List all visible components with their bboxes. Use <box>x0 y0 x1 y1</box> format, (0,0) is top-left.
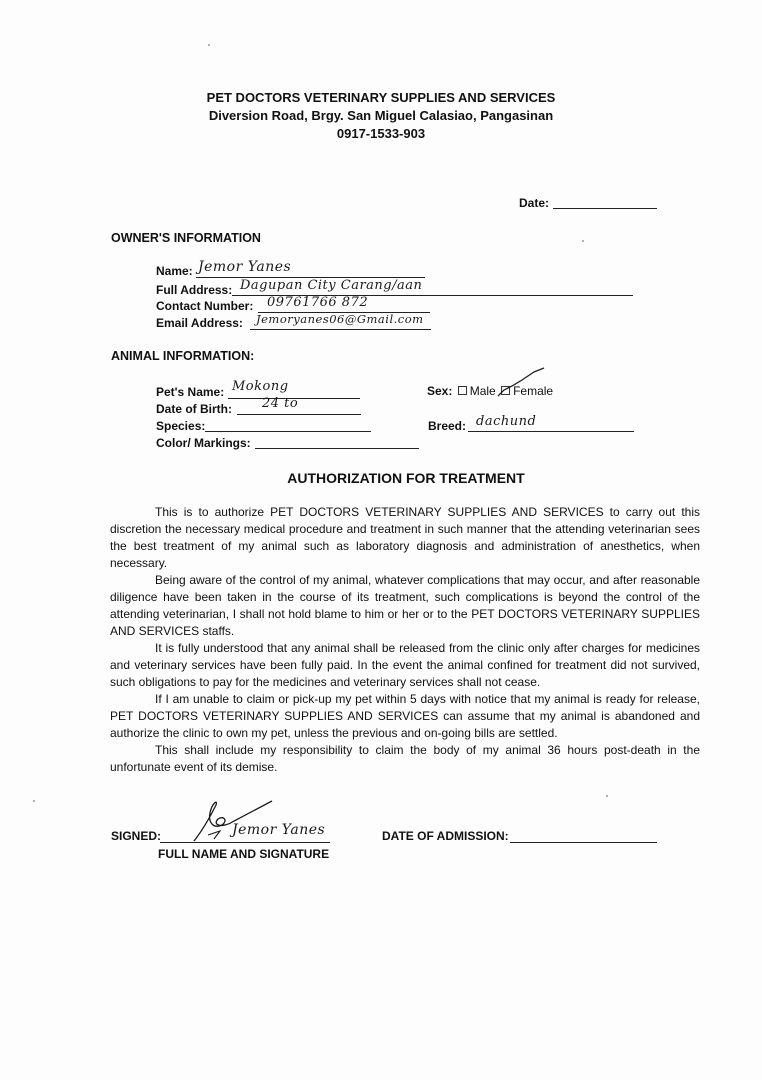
authorization-paragraph: This is to authorize PET DOCTORS VETERINARY SUPPLIES AND SERVICES to carry out this discretion the necessary medical procedure and treatment in such manner that the attending veterinarian sees the best treatment of my animal such as laboratory diagnosis and administration of anesthetics, when necessary. <box>110 505 700 570</box>
pet-name-value: Mokong <box>232 379 289 394</box>
owner-contact-label: Contact Number: <box>156 299 254 313</box>
owner-email-field[interactable] <box>250 329 431 330</box>
signature-scribble <box>188 795 278 847</box>
sex-label: Sex: <box>427 384 453 398</box>
species-label: Species: <box>156 419 206 433</box>
scan-speck <box>208 44 210 46</box>
company-name: PET DOCTORS VETERINARY SUPPLIES AND SERVICES <box>206 90 556 105</box>
date-label: Date: <box>519 196 550 210</box>
color-label: Color/ Markings: <box>156 436 251 450</box>
scan-speck <box>33 800 35 802</box>
owner-contact-value: 09761766 872 <box>267 295 369 310</box>
color-field[interactable] <box>255 448 419 449</box>
owner-name-label: Name: <box>156 264 193 278</box>
owner-heading: OWNER'S INFORMATION <box>111 231 261 245</box>
female-check-mark <box>490 366 550 400</box>
male-label: Male <box>469 384 496 398</box>
company-phone: 0917-1533-903 <box>336 126 426 141</box>
dob-value: 24 to <box>262 396 299 411</box>
authorization-title: AUTHORIZATION FOR TREATMENT <box>287 470 525 486</box>
female-label: Female <box>513 384 554 398</box>
scan-speck <box>606 795 608 797</box>
scan-speck <box>582 240 584 242</box>
authorization-paragraph: Being aware of the control of my animal, whatever complications that may occur, and after reasonable diligence have been taken in the course of its treatment, such complications is beyond the control of the attending veterinarian, I shall not hold blame to him or her or to the PET DOCTORS VETERINARY SUPPLIES AND SERVICES staffs. <box>110 573 700 638</box>
company-address: Diversion Road, Brgy. San Miguel Calasiao, Pangasinan <box>208 108 554 123</box>
owner-name-value: Jemor Yanes <box>198 259 292 275</box>
species-field[interactable] <box>205 431 371 432</box>
owner-email-label: Email Address: <box>156 316 243 330</box>
signed-label: SIGNED: <box>111 829 162 843</box>
authorization-paragraph: This shall include my responsibility to claim the body of my animal 36 hours post-death in the unfortunate event of its demise. <box>110 743 700 774</box>
admission-label: DATE OF ADMISSION: <box>382 829 509 843</box>
owner-email-value: Jemoryanes06@Gmail.com <box>256 312 424 326</box>
animal-heading: ANIMAL INFORMATION: <box>111 349 255 363</box>
dob-label: Date of Birth: <box>156 402 232 416</box>
authorization-paragraph: It is fully understood that any animal shall be released from the clinic only after charges for medicines and veterinary services have been fully paid. In the event the animal confined for treatment did not survived, such obligations to pay for the medicines and veterinary services shall not cease. <box>110 641 700 689</box>
owner-address-label: Full Address: <box>156 283 233 297</box>
authorization-paragraph: If I am unable to claim or pick-up my pet within 5 days with notice that my animal is ready for release, PET DOCTORS VETERINARY SUPPLIES AND SERVICES can assume that my animal is abandoned and authorize the clinic to own my pet, unless the previous and on-going bills are settled. <box>110 692 700 740</box>
signed-name: Jemor Yanes <box>232 822 326 838</box>
male-checkbox[interactable] <box>458 386 467 395</box>
authorization-body <box>110 504 700 776</box>
signature-caption: FULL NAME AND SIGNATURE <box>158 847 330 861</box>
breed-field[interactable] <box>468 431 634 432</box>
admission-field[interactable] <box>510 842 657 843</box>
pet-name-label: Pet's Name: <box>156 385 225 399</box>
date-field[interactable] <box>553 208 657 209</box>
breed-value: dachund <box>476 414 537 429</box>
dob-field[interactable] <box>237 414 361 415</box>
breed-label: Breed: <box>428 419 467 433</box>
owner-address-value: Dagupan City Carang/aan <box>240 278 423 293</box>
